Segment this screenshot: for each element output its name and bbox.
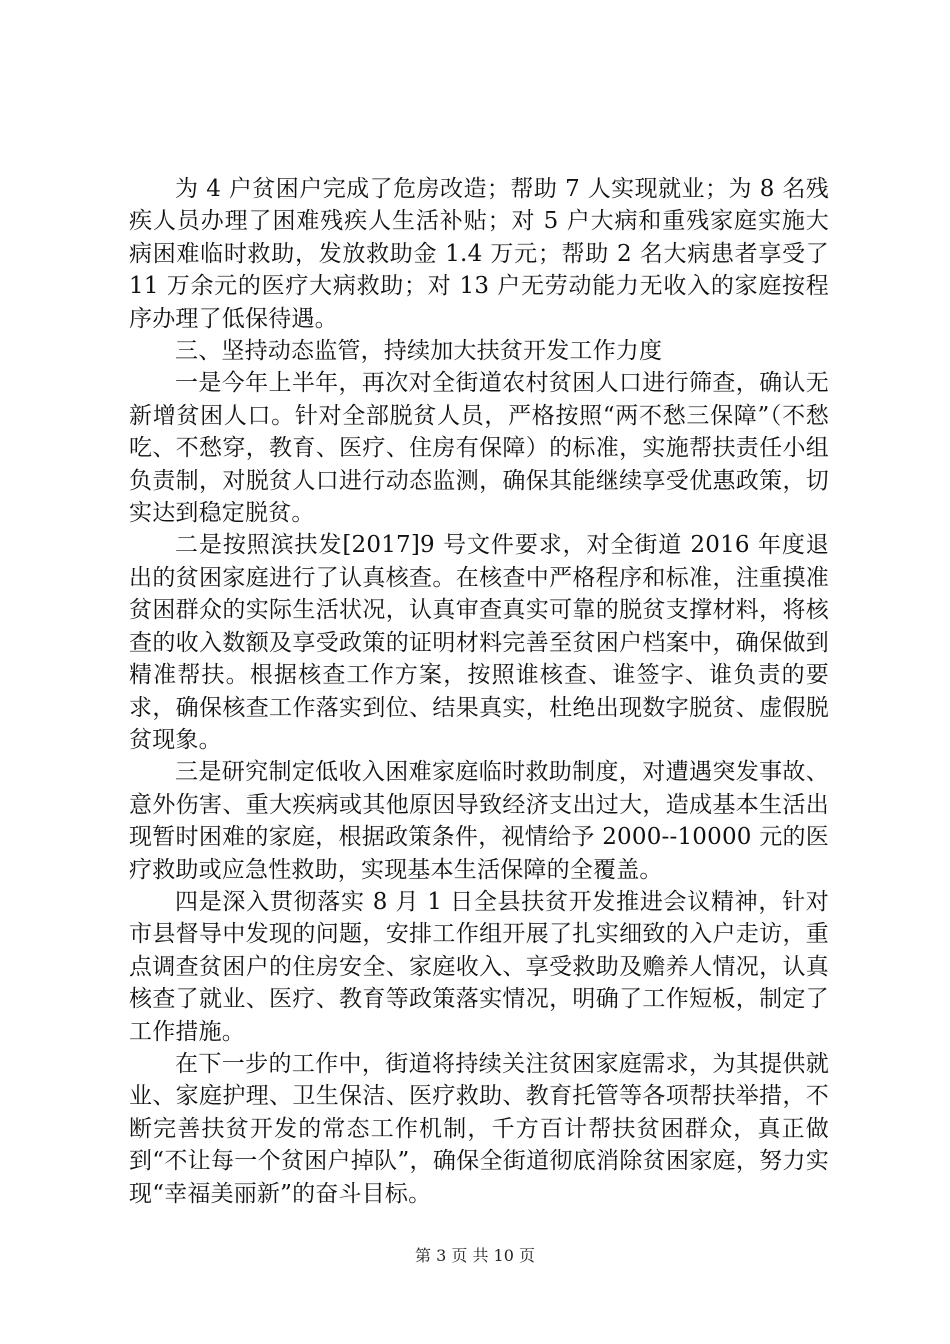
paragraph-next-steps: 在下一步的工作中，街道将持续关注贫困家庭需求，为其提供就业、家庭护理、卫生保洁、医疗救助、教育托管等各项帮扶举措，不断完善扶贫开发的常态工作机制，千方百计帮扶贫困群众，真正做到“不让每一个贫困户掉队”，确保全街道彻底消除贫困家庭，努力实现“幸福美丽新”的奋斗目标。 bbox=[129, 1050, 829, 1207]
page-number-footer: 第 3 页 共 10 页 bbox=[415, 1246, 535, 1265]
document-body bbox=[129, 173, 829, 1210]
paragraph-item-4: 四是深入贯彻落实 8 月 1 日全县扶贫开发推进会议精神，针对市县督导中发现的问题，安排工作组开展了扎实细致的入户走访，重点调查贫困户的住房安全、家庭收入、享受救助及赡养人情况，认真核查了就业、医疗、教育等政策落实情况，明确了工作短板，制定了工作措施。 bbox=[129, 888, 829, 1045]
paragraph-item-2: 二是按照滨扶发[2017]9 号文件要求，对全街道 2016 年度退出的贫困家庭进行了认真核查。在核查中严格程序和标准，注重摸准贫困群众的实际生活状况，认真审查真实可靠的脱贫支撑材料，将核查的收入数额及享受政策的证明材料完善至贫困户档案中，确保做到精准帮扶。根据核查工作方案，按照谁核查、谁签字、谁负责的要求，确保核查工作落实到位、结果真实，杜绝出现数字脱贫、虚假脱贫现象。 bbox=[129, 532, 829, 753]
paragraph-assistance-results: 为 4 户贫困户完成了危房改造；帮助 7 人实现就业；为 8 名残疾人员办理了困难残疾人生活补贴；对 5 户大病和重残家庭实施大病困难临时救助，发放救助金 1.4 万元；帮助 2 名大病患者享受了 11 万余元的医疗大病救助；对 13 户无劳动能力无收入的家庭按程序办理了低保待遇。 bbox=[129, 176, 829, 332]
paragraph-item-1: 一是今年上半年，再次对全街道农村贫困人口进行筛查，确认无新增贫困人口。针对全部脱贫人员，严格按照“两不愁三保障”（不愁吃、不愁穿，教育、医疗、住房有保障）的标准，实施帮扶责任小组负责制，对脱贫人口进行动态监测，确保其能继续享受优惠政策，切实达到稳定脱贫。 bbox=[129, 370, 829, 527]
section-heading-3: 三、坚持动态监管，持续加大扶贫开发工作力度 bbox=[175, 338, 663, 365]
paragraph-item-3: 三是研究制定低收入困难家庭临时救助制度，对遭遇突发事故、意外伤害、重大疾病或其他原因导致经济支出过大，造成基本生活出现暂时困难的家庭，根据政策条件，视情给予 2000--10000 元的医疗救助或应急性救助，实现基本生活保障的全覆盖。 bbox=[129, 759, 829, 883]
